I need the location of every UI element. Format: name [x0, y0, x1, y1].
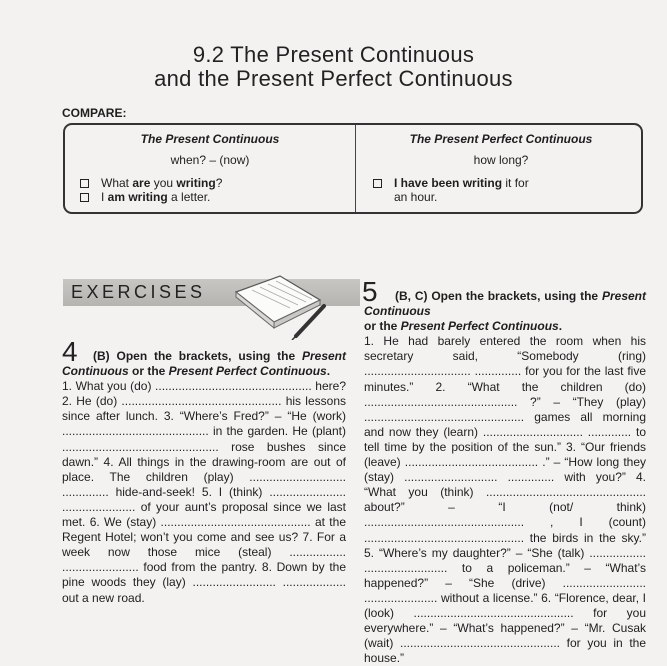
column-heading: The Present Continuous [140, 132, 280, 146]
exercises-label: EXERCISES [71, 282, 206, 302]
page-title-line-2: and the Present Perfect Continuous [154, 66, 513, 91]
page-title-line-1: 9.2 The Present Continuous [192, 42, 475, 67]
column-question: when? – (now) [170, 153, 250, 167]
example-2: I am writing a letter. [101, 190, 211, 204]
checkbox-icon [373, 179, 382, 188]
example-2: an hour. [394, 190, 438, 204]
compare-box [63, 123, 643, 214]
exercise-4-body: 1. What you (do) ............................................... here? 2. He (do) ................................................ his lessons since after lunch. 3. “Where’s Fred?” – “He (work) ............................................ in the garden. He (plant) ............................................... rose bushes since dawn.” 4. All things in the drawing-room are out of place. The children (play) ............................. .............. hide-and-seek! 5. I (think) ....................... ...................... of your aunt’s proposal since we last met. 6. We (stay) ............................................. at the Regent Hotel; won’t you come and see us? 7. For a week now those mice (steal) ................. ....................... food from the pantry. 8. Down by the pine woods they (lay) ......................... ................... out a new road. [62, 379, 346, 605]
exercise-5-number: 5 [362, 276, 378, 307]
compare-label: COMPARE: [62, 106, 127, 120]
compare-column-present-continuous [65, 125, 355, 204]
notebook-pen-icon [228, 270, 338, 340]
checkbox-icon [80, 193, 89, 202]
exercise-4-number: 4 [62, 336, 78, 367]
exercise-5-body: 1. He had barely entered the room when his secretary said, “Somebody (ring) ................................ .............. for you for the last five minutes.” 2. “What the children (do) .............................................. ?” – “They (play) ................................................ games all morning and now they (learn) .............................. ............. to tell time by the position of the sun.” 3. “Our friends (leave) ........................................ .” – “How long they (stay) ............................ .............. with you?” 4. “What you (think) ................................................ about?” – “I (not/ think) ................................................ , I (count) ................................................ the birds in the sky.” 5. “Where’s my daughter?” – “She (talk) ................. ......................... to a policeman.” – “What’s happened?” – “She (drive) ......................... ...................... without a license.” 6. “Florence, dear, I (look) ................................................ for you everywhere.” – “What’s happened?” – “Mr. Cusak (wait) ................................................ for you in the house.” [364, 334, 646, 666]
exercise-5-instruction: (B, C) Open the brackets, using the Present Continuous or the Present Perfect Continuous. [364, 289, 646, 334]
example-sentences [394, 176, 594, 204]
column-heading: The Present Perfect Continuous [409, 132, 593, 146]
compare-column-present-perfect-continuous [356, 125, 646, 204]
exercise-4-instruction: (B) Open the brackets, using the Present Continuous or the Present Perfect Continuous. [62, 349, 346, 379]
example-1: I have been writing it for [394, 176, 529, 190]
example-sentences [101, 176, 222, 204]
example-1: What are you writing? [101, 176, 223, 190]
checkbox-icon [80, 179, 89, 188]
exercise-5 [364, 289, 646, 666]
column-question: how long? [473, 153, 529, 167]
exercise-4 [62, 349, 346, 606]
